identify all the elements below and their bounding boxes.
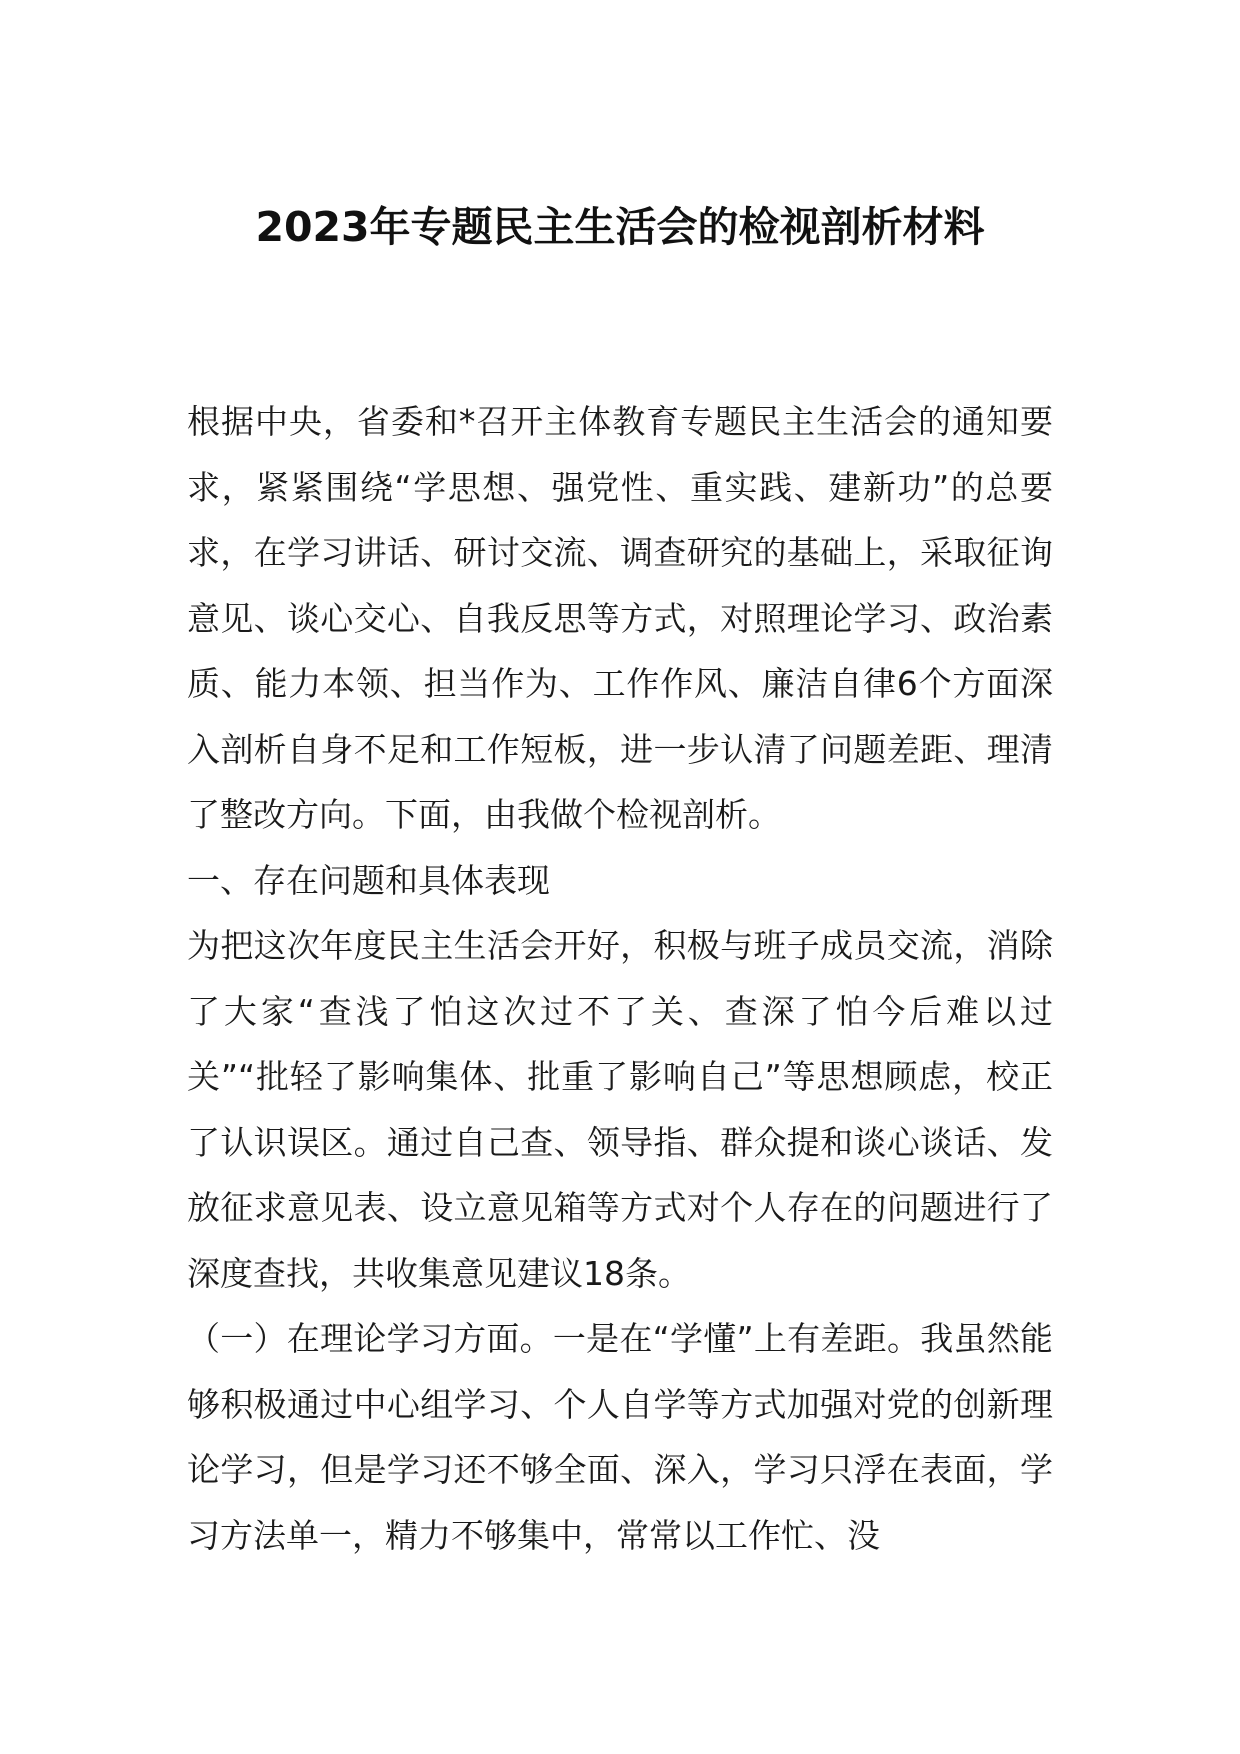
intro-paragraph: 根据中央，省委和*召开主体教育专题民主生活会的通知要求，紧紧围绕“学思想、强党性、重实践、建新功”的总要求，在学习讲话、研讨交流、调查研究的基础上，采取征询意见、谈心交心、自我反思等方式，对照理论学习、政治素质、能力本领、担当作为、工作作风、廉洁自律6个方面深入剖析自身不足和工作短板，进一步认清了问题差距、理清了整改方向。下面，由我做个检视剖析。	[187, 402, 1053, 834]
document-body	[187, 389, 1053, 1568]
section-heading: 一、存在问题和具体表现	[187, 860, 550, 900]
body-paragraph: 为把这次年度民主生活会开好，积极与班子成员交流，消除了大家“查浅了怕这次过不了关、查深了怕今后难以过关”“批轻了影响集体、批重了影响自己”等思想顾虑，校正了认识误区。通过自己查、领导指、群众提和谈心谈话、发放征求意见表、设立意见箱等方式对个人存在的问题进行了深度查找，共收集意见建议18条。	[187, 926, 1053, 1293]
document-title: 2023年专题民主生活会的检视剖析材料	[255, 203, 985, 251]
body-paragraph: （一）在理论学习方面。一是在“学懂”上有差距。我虽然能够积极通过中心组学习、个人自学等方式加强对党的创新理论学习，但是学习还不够全面、深入，学习只浮在表面，学习方法单一，精力不够集中，常常以工作忙、没	[187, 1319, 1053, 1555]
